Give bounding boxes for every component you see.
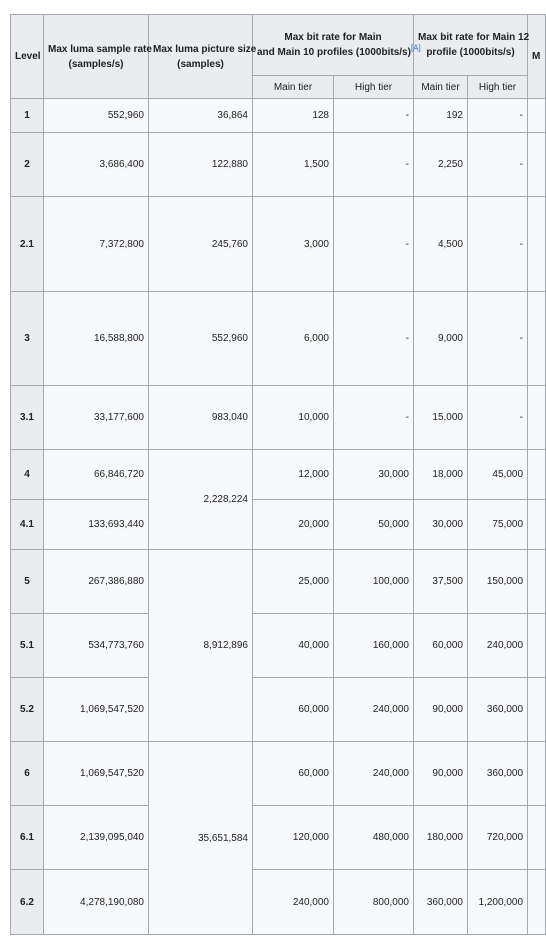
sample-rate-cell: 16,588,800 (44, 292, 149, 386)
table-row (11, 386, 546, 450)
main12-main-tier-header: Main tier (414, 76, 468, 99)
picture-size-cell: 8,912,896 (149, 550, 253, 742)
level-cell: 3 (11, 292, 44, 386)
main10-high-tier-cell: 480,000 (334, 806, 414, 870)
level-cell: 5 (11, 550, 44, 614)
sample-rate-cell: 552,960 (44, 99, 149, 133)
picture-size-cell: 2,228,224 (149, 450, 253, 550)
truncated-cell (528, 99, 546, 133)
main10-high-tier-cell: 50,000 (334, 500, 414, 550)
table-row (11, 500, 546, 550)
level-cell: 4.1 (11, 500, 44, 550)
picture-size-cell: 245,760 (149, 197, 253, 292)
main12-high-tier-cell: 240,000 (468, 614, 528, 678)
main12-high-tier-cell: 720,000 (468, 806, 528, 870)
main10-main-tier-cell: 3,000 (253, 197, 334, 292)
main10-main-tier-cell: 6,000 (253, 292, 334, 386)
table-row (11, 99, 546, 133)
truncated-cell (528, 806, 546, 870)
main10-high-tier-cell: - (334, 292, 414, 386)
hevc-levels-table (10, 14, 546, 935)
main12-high-tier-cell: 1,200,000 (468, 870, 528, 935)
main12-high-tier-header: High tier (468, 76, 528, 99)
truncated-next-column-header: M (528, 15, 546, 99)
table-row (11, 197, 546, 292)
sample-rate-cell: 66,846,720 (44, 450, 149, 500)
sample-rate-cell: 33,177,600 (44, 386, 149, 450)
main12-high-tier-cell: 75,000 (468, 500, 528, 550)
table-row (11, 550, 546, 614)
main10-high-tier-cell: 800,000 (334, 870, 414, 935)
picture-size-cell: 36,864 (149, 99, 253, 133)
main12-main-tier-cell: 90,000 (414, 742, 468, 806)
picture-size-cell: 35,651,584 (149, 742, 253, 935)
main10-main-tier-cell: 20,000 (253, 500, 334, 550)
main10-main-tier-cell: 25,000 (253, 550, 334, 614)
table-row (11, 450, 546, 500)
main12-main-tier-cell: 60,000 (414, 614, 468, 678)
sample-rate-cell: 267,386,880 (44, 550, 149, 614)
main10-high-tier-header: High tier (334, 76, 414, 99)
main10-main-tier-cell: 10,000 (253, 386, 334, 450)
truncated-cell (528, 870, 546, 935)
truncated-cell (528, 292, 546, 386)
table-row (11, 614, 546, 678)
truncated-cell (528, 197, 546, 292)
sample-rate-cell: 1,069,547,520 (44, 678, 149, 742)
picture-size-cell: 983,040 (149, 386, 253, 450)
sample-rate-cell: 534,773,760 (44, 614, 149, 678)
main12-main-tier-cell: 360,000 (414, 870, 468, 935)
main12-main-tier-cell: 37,500 (414, 550, 468, 614)
main12-high-tier-cell: - (468, 99, 528, 133)
main10-main-tier-header: Main tier (253, 76, 334, 99)
sample-rate-cell: 4,278,190,080 (44, 870, 149, 935)
main10-main-tier-cell: 12,000 (253, 450, 334, 500)
sample-rate-cell: 7,372,800 (44, 197, 149, 292)
main12-header-line1: Max bit rate for Main 12 (418, 32, 530, 43)
main10-header-line1: Max bit rate for Main (284, 32, 382, 43)
table-row (11, 742, 546, 806)
main10-main-tier-cell: 1,500 (253, 133, 334, 197)
main12-high-tier-cell: - (468, 386, 528, 450)
main10-main-tier-cell: 60,000 (253, 742, 334, 806)
sample-rate-cell: 1,069,547,520 (44, 742, 149, 806)
main12-main-tier-cell: 15,000 (414, 386, 468, 450)
level-cell: 6.1 (11, 806, 44, 870)
main12-high-tier-cell: - (468, 197, 528, 292)
picture-size-cell: 552,960 (149, 292, 253, 386)
sample-rate-cell: 3,686,400 (44, 133, 149, 197)
level-cell: 4 (11, 450, 44, 500)
header-row-top (11, 15, 546, 76)
truncated-cell (528, 678, 546, 742)
footnote-a-link[interactable]: [A] (410, 43, 421, 53)
main10-high-tier-cell: 30,000 (334, 450, 414, 500)
sample-rate-header-label: Max luma sample rate (48, 43, 152, 55)
level-header: Level (11, 15, 44, 99)
main12-header-line2: profile (1000bits/s) (426, 47, 515, 58)
max-luma-picture-size-header (149, 15, 257, 99)
main12-main-tier-cell: 30,000 (414, 500, 468, 550)
main12-high-tier-cell: 360,000 (468, 678, 528, 742)
picture-size-header-unit: (samples) (177, 58, 224, 70)
level-cell: 1 (11, 99, 44, 133)
table-row (11, 133, 546, 197)
truncated-cell (528, 550, 546, 614)
main10-high-tier-cell: - (334, 133, 414, 197)
level-cell: 6.2 (11, 870, 44, 935)
table-row (11, 678, 546, 742)
table-row (11, 806, 546, 870)
main12-main-tier-cell: 18,000 (414, 450, 468, 500)
main10-header-line2: and Main 10 profiles (1000bits/s) (257, 47, 411, 58)
sample-rate-cell: 133,693,440 (44, 500, 149, 550)
main10-high-tier-cell: - (334, 99, 414, 133)
main12-high-tier-cell: 360,000 (468, 742, 528, 806)
main12-high-tier-cell: 150,000 (468, 550, 528, 614)
main10-high-tier-cell: - (334, 197, 414, 292)
main12-main-tier-cell: 9,000 (414, 292, 468, 386)
sample-rate-cell: 2,139,095,040 (44, 806, 149, 870)
main12-main-tier-cell: 180,000 (414, 806, 468, 870)
truncated-cell (528, 500, 546, 550)
main10-main-tier-cell: 240,000 (253, 870, 334, 935)
table-row (11, 870, 546, 935)
level-cell: 3.1 (11, 386, 44, 450)
truncated-cell (528, 133, 546, 197)
main12-high-tier-cell: 45,000 (468, 450, 528, 500)
main12-main-tier-cell: 2,250 (414, 133, 468, 197)
truncated-cell (528, 386, 546, 450)
truncated-cell (528, 614, 546, 678)
main12-high-tier-cell: - (468, 133, 528, 197)
main10-main-tier-cell: 40,000 (253, 614, 334, 678)
main12-main-tier-cell: 4,500 (414, 197, 468, 292)
level-cell: 2 (11, 133, 44, 197)
level-cell: 2.1 (11, 197, 44, 292)
level-cell: 5.2 (11, 678, 44, 742)
main12-high-tier-cell: - (468, 292, 528, 386)
main10-high-tier-cell: 160,000 (334, 614, 414, 678)
main10-high-tier-cell: 100,000 (334, 550, 414, 614)
main10-high-tier-cell: 240,000 (334, 678, 414, 742)
level-cell: 5.1 (11, 614, 44, 678)
level-cell: 6 (11, 742, 44, 806)
main10-main-tier-cell: 128 (253, 99, 334, 133)
main12-main-tier-cell: 192 (414, 99, 468, 133)
picture-size-cell: 122,880 (149, 133, 253, 197)
sample-rate-header-unit: (samples/s) (68, 58, 124, 70)
main10-main-tier-cell: 60,000 (253, 678, 334, 742)
main10-high-tier-cell: 240,000 (334, 742, 414, 806)
main12-bitrate-header (414, 15, 528, 76)
main10-main-tier-cell: 120,000 (253, 806, 334, 870)
main-main10-bitrate-header (253, 15, 421, 76)
truncated-cell (528, 742, 546, 806)
main10-high-tier-cell: - (334, 386, 414, 450)
main12-main-tier-cell: 90,000 (414, 678, 468, 742)
max-luma-sample-rate-header (44, 15, 152, 99)
picture-size-header-label: Max luma picture size (153, 43, 257, 55)
truncated-cell (528, 450, 546, 500)
table-row (11, 292, 546, 386)
